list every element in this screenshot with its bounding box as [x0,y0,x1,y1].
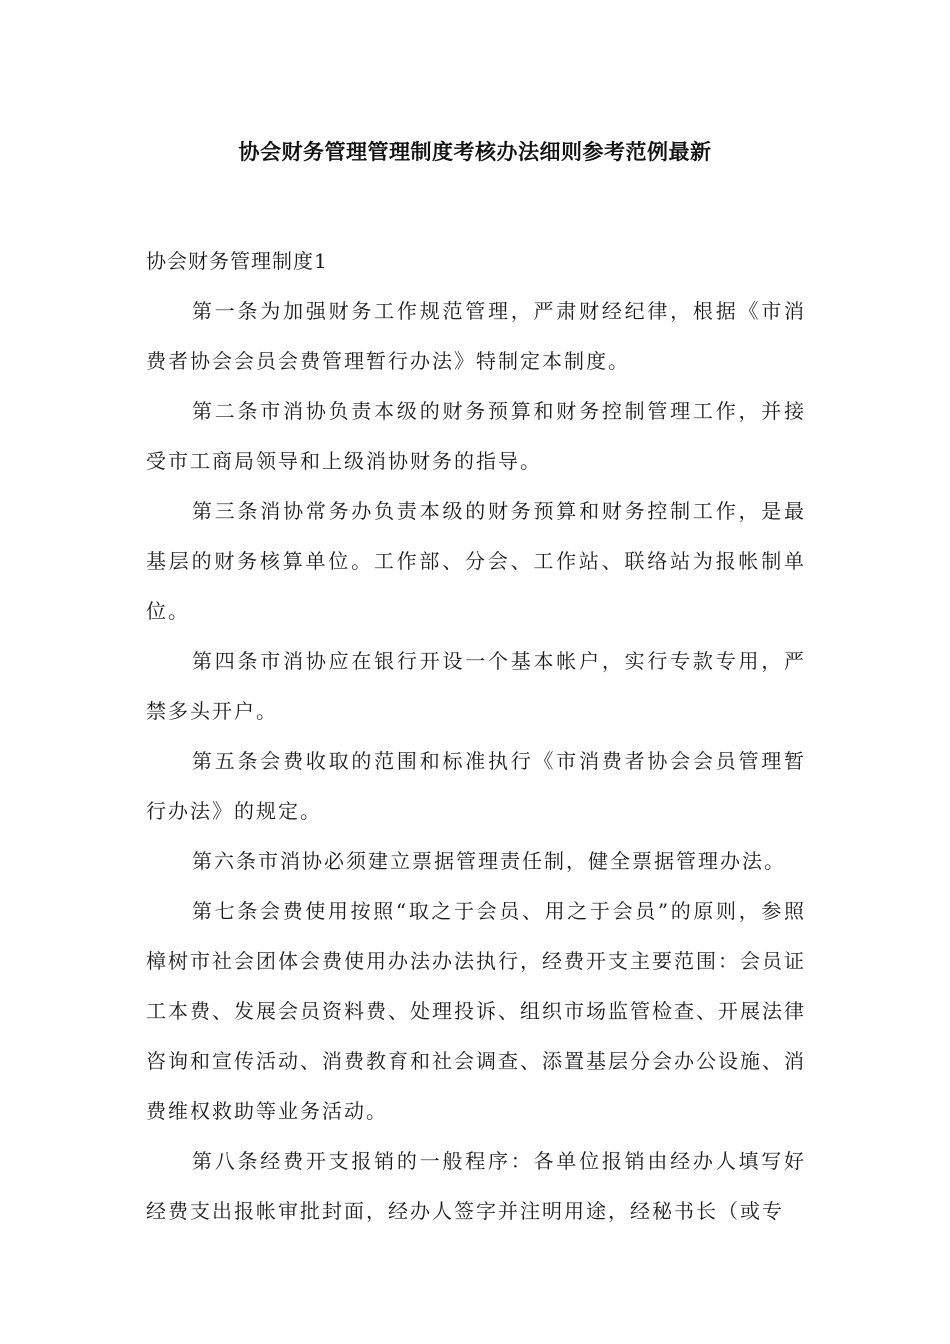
section-heading: 协会财务管理制度1 [146,249,328,273]
article-7-paragraph: 第七条会费使用按照“取之于会员、用之于会员”的原则，参照樟树市社会团体会费使用办法办法执行，经费开支主要范围：会员证工本费、发展会员资料费、处理投诉、组织市场监管检查、开展法律咨询和宣传活动、消费教育和社会调查、添置基层分会办公设施、消费维权救助等业务活动。 [146,899,806,1123]
article-6-paragraph: 第六条市消协必须建立票据管理责任制，健全票据管理办法。 [192,849,786,873]
article-2-paragraph: 第二条市消协负责本级的财务预算和财务控制管理工作，并接受市工商局领导和上级消协财务的指导。 [146,399,806,473]
document-title: 协会财务管理管理制度考核办法细则参考范例最新 [238,140,712,164]
article-4-paragraph: 第四条市消协应在银行开设一个基本帐户，实行专款专用，严禁多头开户。 [146,649,806,723]
article-1-paragraph: 第一条为加强财务工作规范管理，严肃财经纪律，根据《市消费者协会会员会费管理暂行办法》特制定本制度。 [146,299,806,373]
document-body [146,236,806,1236]
article-3-paragraph: 第三条消协常务办负责本级的财务预算和财务控制工作，是最基层的财务核算单位。工作部、分会、工作站、联络站为报帐制单位。 [146,499,806,623]
article-5-paragraph: 第五条会费收取的范围和标准执行《市消费者协会会员管理暂行办法》的规定。 [146,749,806,823]
article-8-paragraph: 第八条经费开支报销的一般程序：各单位报销由经办人填写好经费支出报帐审批封面，经办人签字并注明用途，经秘书长（或专 [146,1149,806,1223]
